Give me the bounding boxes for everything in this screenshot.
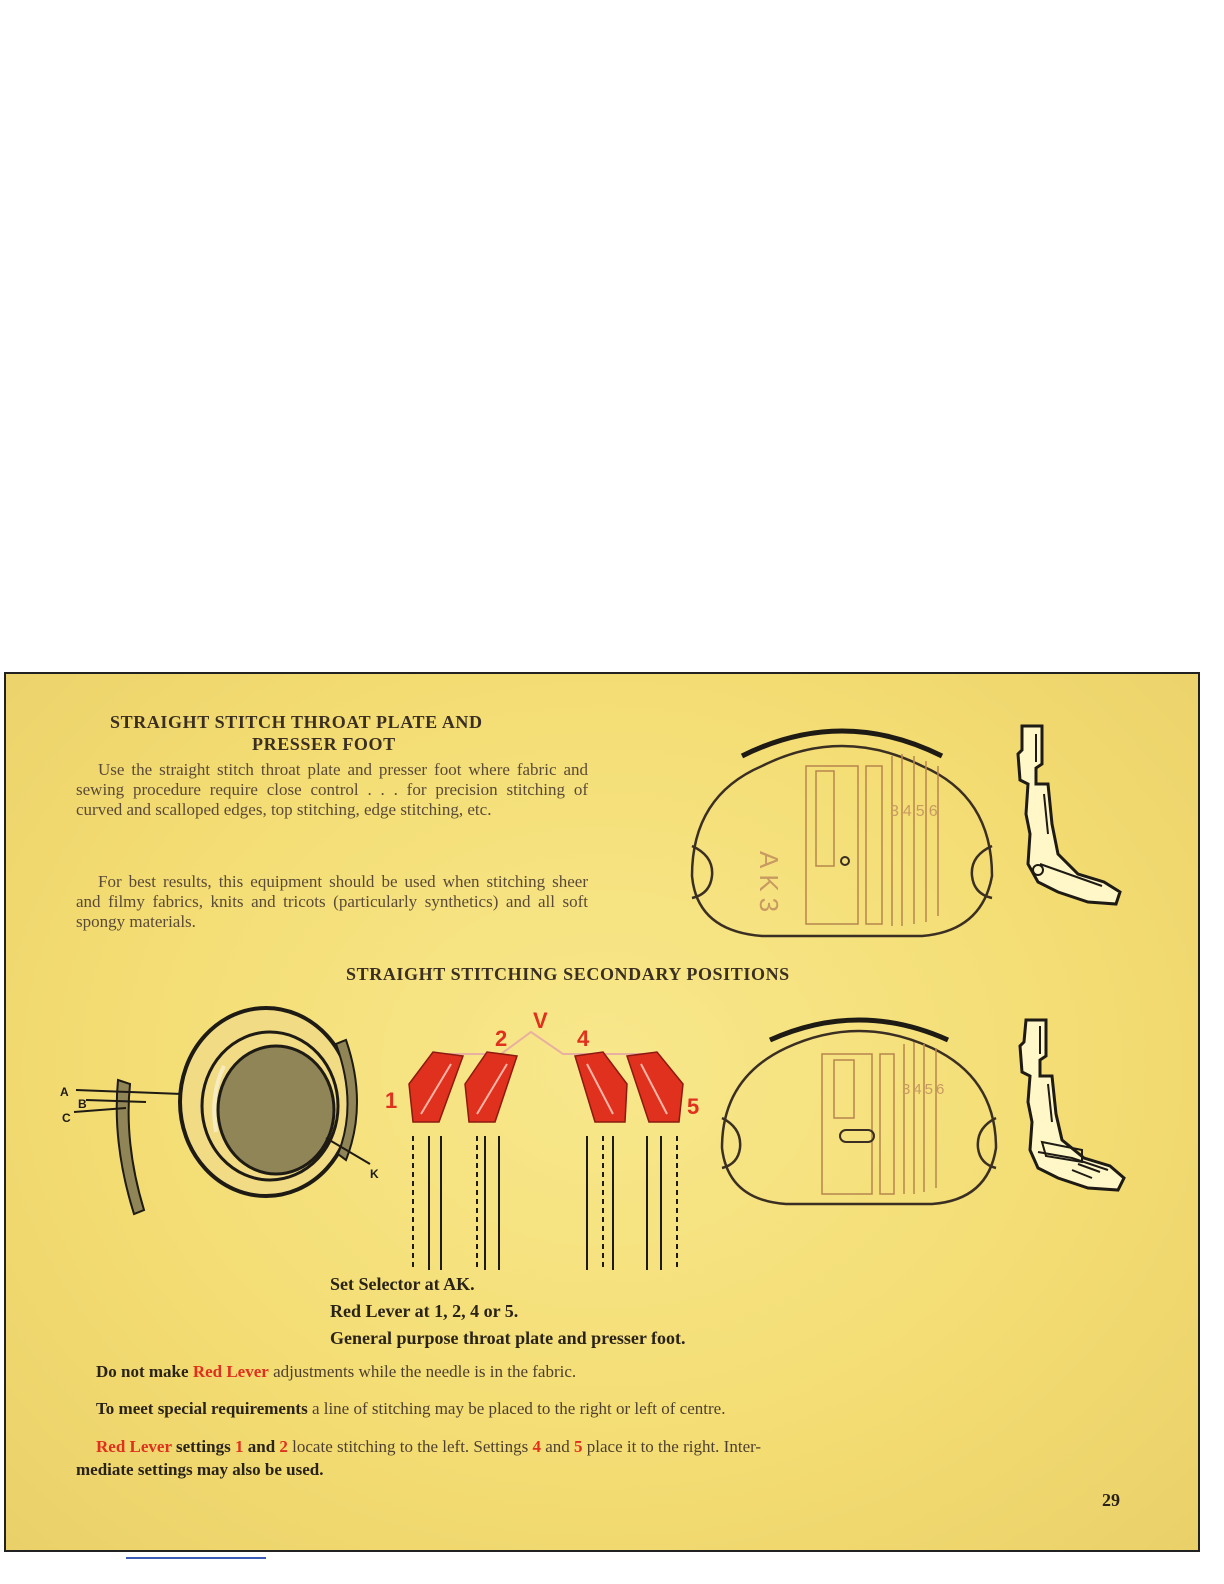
note3-setting-2: 2 bbox=[279, 1437, 288, 1456]
plate-code-label: AK3 bbox=[754, 851, 784, 919]
center-mark: V bbox=[533, 1008, 548, 1033]
manual-page bbox=[4, 672, 1200, 1552]
intro-paragraph bbox=[76, 760, 588, 820]
footer-underline bbox=[126, 1557, 266, 1559]
lever-position-4-label: 4 bbox=[577, 1026, 590, 1051]
note-lever-settings bbox=[96, 1437, 761, 1457]
note2-lead: To meet special requirements bbox=[96, 1399, 308, 1418]
dial-label-a: A bbox=[60, 1085, 69, 1099]
note-special-requirements bbox=[96, 1399, 725, 1419]
straight-stitch-presser-foot-illustration bbox=[1008, 724, 1128, 934]
lever-position-5-label: 5 bbox=[687, 1094, 700, 1119]
note-adjustment-warning bbox=[96, 1362, 576, 1382]
plate-instruction: General purpose throat plate and presser foot. bbox=[330, 1328, 686, 1348]
note1-rest: adjustments while the needle is in the fabric. bbox=[268, 1362, 577, 1381]
dial-label-c: C bbox=[62, 1111, 71, 1125]
note3-setting-5: 5 bbox=[574, 1437, 583, 1456]
secondary-positions-title: STRAIGHT STITCHING SECONDARY POSITIONS bbox=[346, 964, 790, 984]
note2-rest: a line of stitching may be placed to the right or left of centre. bbox=[307, 1399, 726, 1418]
note3-b: and bbox=[243, 1437, 280, 1456]
red-lever-instruction: Red Lever at 1, 2, 4 or 5. bbox=[330, 1301, 519, 1321]
plate-scale-label: 3456 bbox=[890, 803, 942, 820]
note-lever-settings-cont bbox=[76, 1460, 323, 1480]
intro-paragraph-text: Use the straight stitch throat plate and presser foot where fabric and sewing procedure require close control . . . for precision stitching of curved and scalloped edges, top stitching, edge stitching, etc. bbox=[76, 760, 588, 819]
dial-label-k: K bbox=[370, 1167, 379, 1181]
pattern-dial-illustration bbox=[56, 1004, 396, 1234]
selector-instruction: Set Selector at AK. bbox=[330, 1274, 475, 1294]
red-lever-positions-diagram bbox=[381, 1004, 711, 1274]
note1-lead: Do not make bbox=[96, 1362, 193, 1381]
note3-red-lever: Red Lever bbox=[96, 1437, 172, 1456]
plate2-scale-label: 3456 bbox=[902, 1081, 948, 1098]
note3-setting-4: 4 bbox=[532, 1437, 541, 1456]
best-results-text: For best results, this equipment should be used when stitching sheer and filmy fabrics, knits and tricots (particularly synthetics) and all soft spongy materials. bbox=[76, 872, 588, 931]
best-results-paragraph bbox=[76, 872, 588, 932]
note3-a: settings bbox=[171, 1437, 235, 1456]
general-purpose-throat-plate-illustration bbox=[716, 1018, 1002, 1208]
straight-stitch-throat-plate-illustration bbox=[682, 726, 1002, 941]
lever-position-2-label: 2 bbox=[495, 1026, 508, 1051]
general-purpose-presser-foot-illustration bbox=[1012, 1018, 1132, 1218]
note1-red-lever: Red Lever bbox=[192, 1362, 269, 1381]
note3-setting-1: 1 bbox=[234, 1437, 244, 1456]
note3-line2: mediate settings may also be used. bbox=[76, 1460, 324, 1479]
lever-position-1-label: 1 bbox=[385, 1088, 398, 1113]
note3-d: and bbox=[540, 1437, 575, 1456]
note3-c: locate stitching to the left. Settings bbox=[287, 1437, 533, 1456]
dial-label-b: B bbox=[78, 1097, 87, 1111]
section-title-line2: PRESSER FOOT bbox=[252, 734, 396, 754]
section-title-line1: STRAIGHT STITCH THROAT PLATE AND bbox=[110, 712, 483, 732]
note3-e: place it to the right. Inter- bbox=[582, 1437, 762, 1456]
page-number: 29 bbox=[1102, 1490, 1120, 1510]
